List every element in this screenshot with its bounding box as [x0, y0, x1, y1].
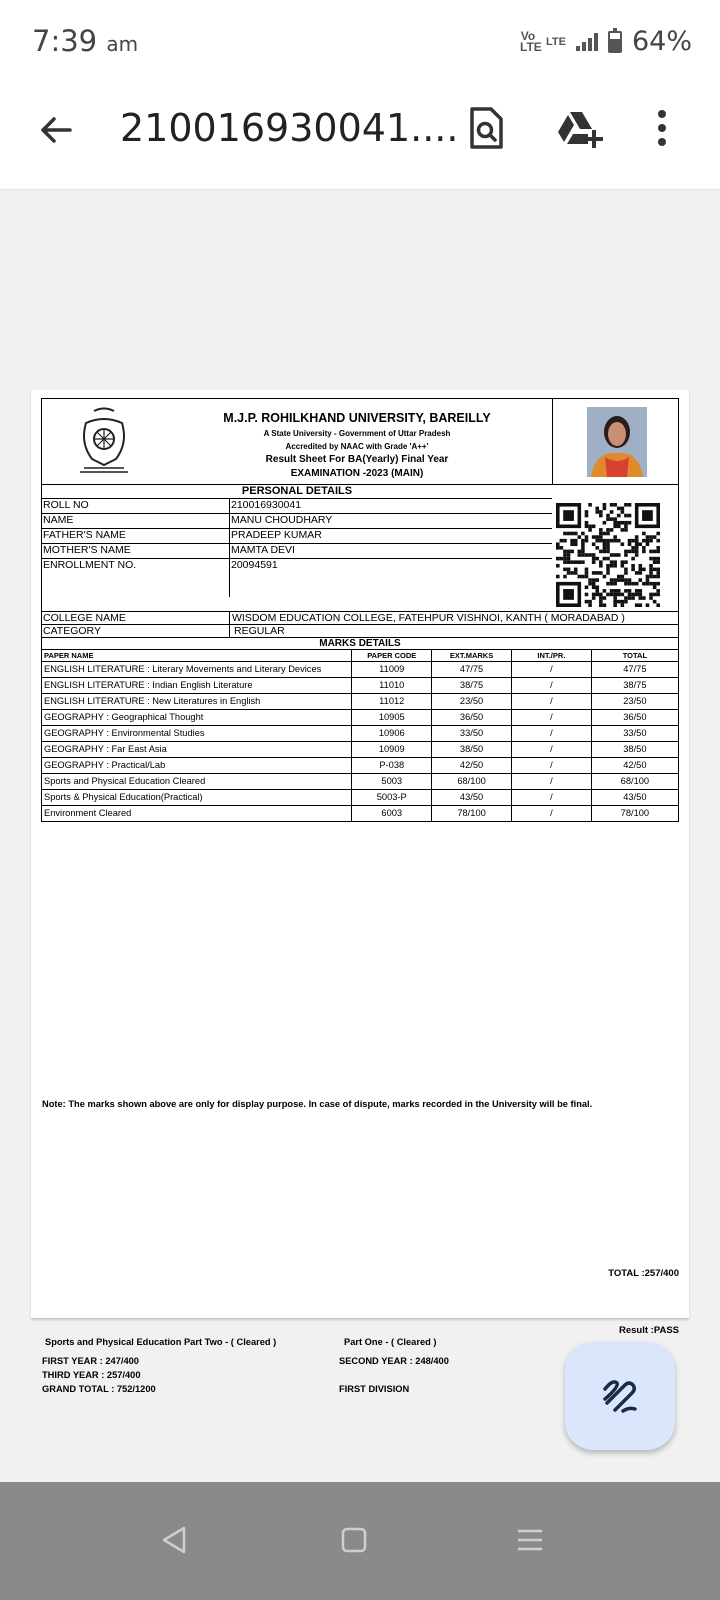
college-value: WISDOM EDUCATION COLLEGE, FATEHPUR VISHNOI, KANTH ( MORADABAD ): [232, 612, 625, 624]
header-line-3: Result Sheet For BA(Yearly) Final Year: [265, 454, 449, 465]
col-total: TOTAL: [591, 650, 678, 661]
mother-name-row: [42, 544, 552, 559]
total-cell: 68/100: [591, 773, 678, 789]
header-line-1: A State University - Government of Uttar Pradesh: [263, 429, 451, 438]
father-name-label: FATHER'S NAME: [42, 529, 230, 543]
col-paper-code: PAPER CODE: [352, 650, 432, 661]
college-row: [42, 612, 678, 625]
marks-table: [42, 650, 678, 821]
back-arrow-icon[interactable]: [36, 110, 76, 150]
enrollment-value: 20094591: [231, 559, 278, 571]
table-row: [42, 805, 678, 821]
sports-part-two: Sports and Physical Education Part Two - ( Cleared ): [45, 1337, 277, 1347]
table-row: [42, 693, 678, 709]
paper-name-cell: GEOGRAPHY : Far East Asia: [42, 741, 352, 757]
int-pr-cell: /: [511, 805, 591, 821]
annotate-button[interactable]: [565, 1342, 675, 1450]
total-cell: 36/50: [591, 709, 678, 725]
header-line-2: Accredited by NAAC with Grade 'A++': [285, 442, 429, 451]
student-photo: [587, 407, 647, 477]
paper-name-cell: ENGLISH LITERATURE : Indian English Literature: [42, 677, 352, 693]
recents-lines-icon[interactable]: [512, 1522, 548, 1558]
ext-marks-cell: 68/100: [432, 773, 512, 789]
paper-code-cell: 11010: [352, 677, 432, 693]
disclaimer-note: Note: The marks shown above are only for display purpose. In case of dispute, marks recorded in the University will be final.: [42, 1099, 593, 1109]
col-ext-marks: EXT.MARKS: [432, 650, 512, 661]
roll-no-value: 210016930041: [231, 499, 302, 511]
total-marks: TOTAL :257/400: [608, 1268, 679, 1279]
ext-marks-cell: 33/50: [432, 725, 512, 741]
table-row: [42, 773, 678, 789]
paper-code-cell: 10909: [352, 741, 432, 757]
ext-marks-cell: 43/50: [432, 789, 512, 805]
ext-marks-cell: 78/100: [432, 805, 512, 821]
ext-marks-cell: 47/75: [432, 661, 512, 677]
battery-icon: [608, 31, 622, 53]
category-row: [42, 625, 678, 638]
ext-marks-cell: 38/75: [432, 677, 512, 693]
photo-cell: [552, 399, 680, 484]
total-cell: 23/50: [591, 693, 678, 709]
status-bar: [0, 0, 720, 80]
navigation-bar: [0, 1482, 720, 1600]
int-pr-cell: /: [511, 757, 591, 773]
personal-details-grid: [42, 499, 552, 597]
enrollment-row: [42, 559, 552, 597]
first-year: FIRST YEAR : 247/400: [42, 1356, 139, 1366]
marks-body: [42, 661, 678, 821]
personal-details-title: PERSONAL DETAILS: [42, 485, 552, 499]
father-name-row: [42, 529, 552, 544]
header-line-4: EXAMINATION -2023 (MAIN): [290, 468, 424, 479]
ext-marks-cell: 42/50: [432, 757, 512, 773]
table-row: [42, 757, 678, 773]
category-value: REGULAR: [234, 625, 285, 637]
pdf-page[interactable]: [31, 390, 689, 1394]
paper-name-cell: ENGLISH LITERATURE : New Literatures in English: [42, 693, 352, 709]
paper-code-cell: 10905: [352, 709, 432, 725]
col-int-pr: INT./PR.: [511, 650, 591, 661]
name-label: NAME: [42, 514, 230, 528]
col-paper-name: PAPER NAME: [42, 650, 352, 661]
ext-marks-cell: 38/50: [432, 741, 512, 757]
division: FIRST DIVISION: [339, 1384, 410, 1394]
int-pr-cell: /: [511, 709, 591, 725]
mother-name-value: MAMTA DEVI: [231, 544, 295, 556]
paper-code-cell: 10906: [352, 725, 432, 741]
int-pr-cell: /: [511, 789, 591, 805]
roll-no-label: ROLL NO: [42, 499, 230, 513]
result-frame: [41, 398, 679, 822]
paper-name-cell: GEOGRAPHY : Practical/Lab: [42, 757, 352, 773]
paper-code-cell: 11009: [352, 661, 432, 677]
third-year: THIRD YEAR : 257/400: [42, 1370, 141, 1380]
paper-name-cell: Sports and Physical Education Cleared: [42, 773, 352, 789]
signal-icon: [576, 33, 598, 51]
table-row: [42, 789, 678, 805]
qr-code: [556, 503, 660, 607]
table-row: [42, 661, 678, 677]
int-pr-cell: /: [511, 725, 591, 741]
ext-marks-cell: 36/50: [432, 709, 512, 725]
second-year: SECOND YEAR : 248/400: [339, 1356, 449, 1366]
paper-code-cell: 5003-P: [352, 789, 432, 805]
home-square-icon[interactable]: [336, 1522, 372, 1558]
int-pr-cell: /: [511, 661, 591, 677]
sheet-header: [42, 399, 678, 485]
mother-name-label: MOTHER'S NAME: [42, 544, 230, 558]
paper-code-cell: P-038: [352, 757, 432, 773]
table-row: [42, 709, 678, 725]
college-label: COLLEGE NAME: [42, 612, 230, 624]
table-row: [42, 725, 678, 741]
network-type: LTE: [546, 35, 566, 48]
paper-code-cell: 6003: [352, 805, 432, 821]
table-row: [42, 677, 678, 693]
university-name: M.J.P. ROHILKHAND UNIVERSITY, BAREILLY: [223, 411, 491, 425]
document-title: 210016930041....: [120, 106, 459, 150]
paper-name-cell: Environment Cleared: [42, 805, 352, 821]
table-row: [42, 741, 678, 757]
roll-no-row: [42, 499, 552, 514]
part-one: Part One - ( Cleared ): [344, 1337, 437, 1347]
app-bar: [0, 80, 720, 190]
result-status: Result :PASS: [618, 1325, 679, 1336]
paper-name-cell: GEOGRAPHY : Geographical Thought: [42, 709, 352, 725]
status-icons: [520, 26, 692, 57]
back-triangle-icon[interactable]: [156, 1522, 192, 1558]
more-vert-icon[interactable]: [650, 106, 674, 150]
paper-name-cell: GEOGRAPHY : Environmental Studies: [42, 725, 352, 741]
father-name-value: PRADEEP KUMAR: [231, 529, 322, 541]
marks-details-title: MARKS DETAILS: [42, 638, 678, 650]
volte-icon: Vo LTE: [520, 28, 542, 54]
int-pr-cell: /: [511, 773, 591, 789]
paper-name-cell: Sports & Physical Education(Practical): [42, 789, 352, 805]
name-value: MANU CHOUDHARY: [231, 514, 333, 526]
int-pr-cell: /: [511, 677, 591, 693]
total-cell: 43/50: [591, 789, 678, 805]
header-text: [162, 411, 552, 479]
category-label: CATEGORY: [42, 625, 230, 637]
university-logo-icon: [72, 405, 136, 475]
total-cell: 47/75: [591, 661, 678, 677]
total-cell: 33/50: [591, 725, 678, 741]
total-cell: 38/50: [591, 741, 678, 757]
marks-header-row: [42, 650, 678, 661]
status-time: 7:39 am: [32, 24, 139, 58]
grand-total: GRAND TOTAL : 752/1200: [42, 1384, 156, 1394]
personal-details: [42, 499, 678, 612]
paper-name-cell: ENGLISH LITERATURE : Literary Movements and Literary Devices: [42, 661, 352, 677]
total-cell: 38/75: [591, 677, 678, 693]
edit-pen-icon: [599, 1375, 641, 1417]
total-cell: 42/50: [591, 757, 678, 773]
int-pr-cell: /: [511, 693, 591, 709]
drive-add-icon[interactable]: [556, 106, 604, 150]
int-pr-cell: /: [511, 741, 591, 757]
name-row: [42, 514, 552, 529]
enrollment-label: ENROLLMENT NO.: [42, 559, 230, 597]
document-search-icon[interactable]: [466, 106, 506, 150]
total-cell: 78/100: [620, 808, 650, 819]
paper-code-cell: 11012: [352, 693, 432, 709]
battery-percent: 64%: [631, 26, 692, 57]
result-sheet: [41, 398, 679, 1394]
paper-code-cell: 5003: [352, 773, 432, 789]
ext-marks-cell: 23/50: [432, 693, 512, 709]
